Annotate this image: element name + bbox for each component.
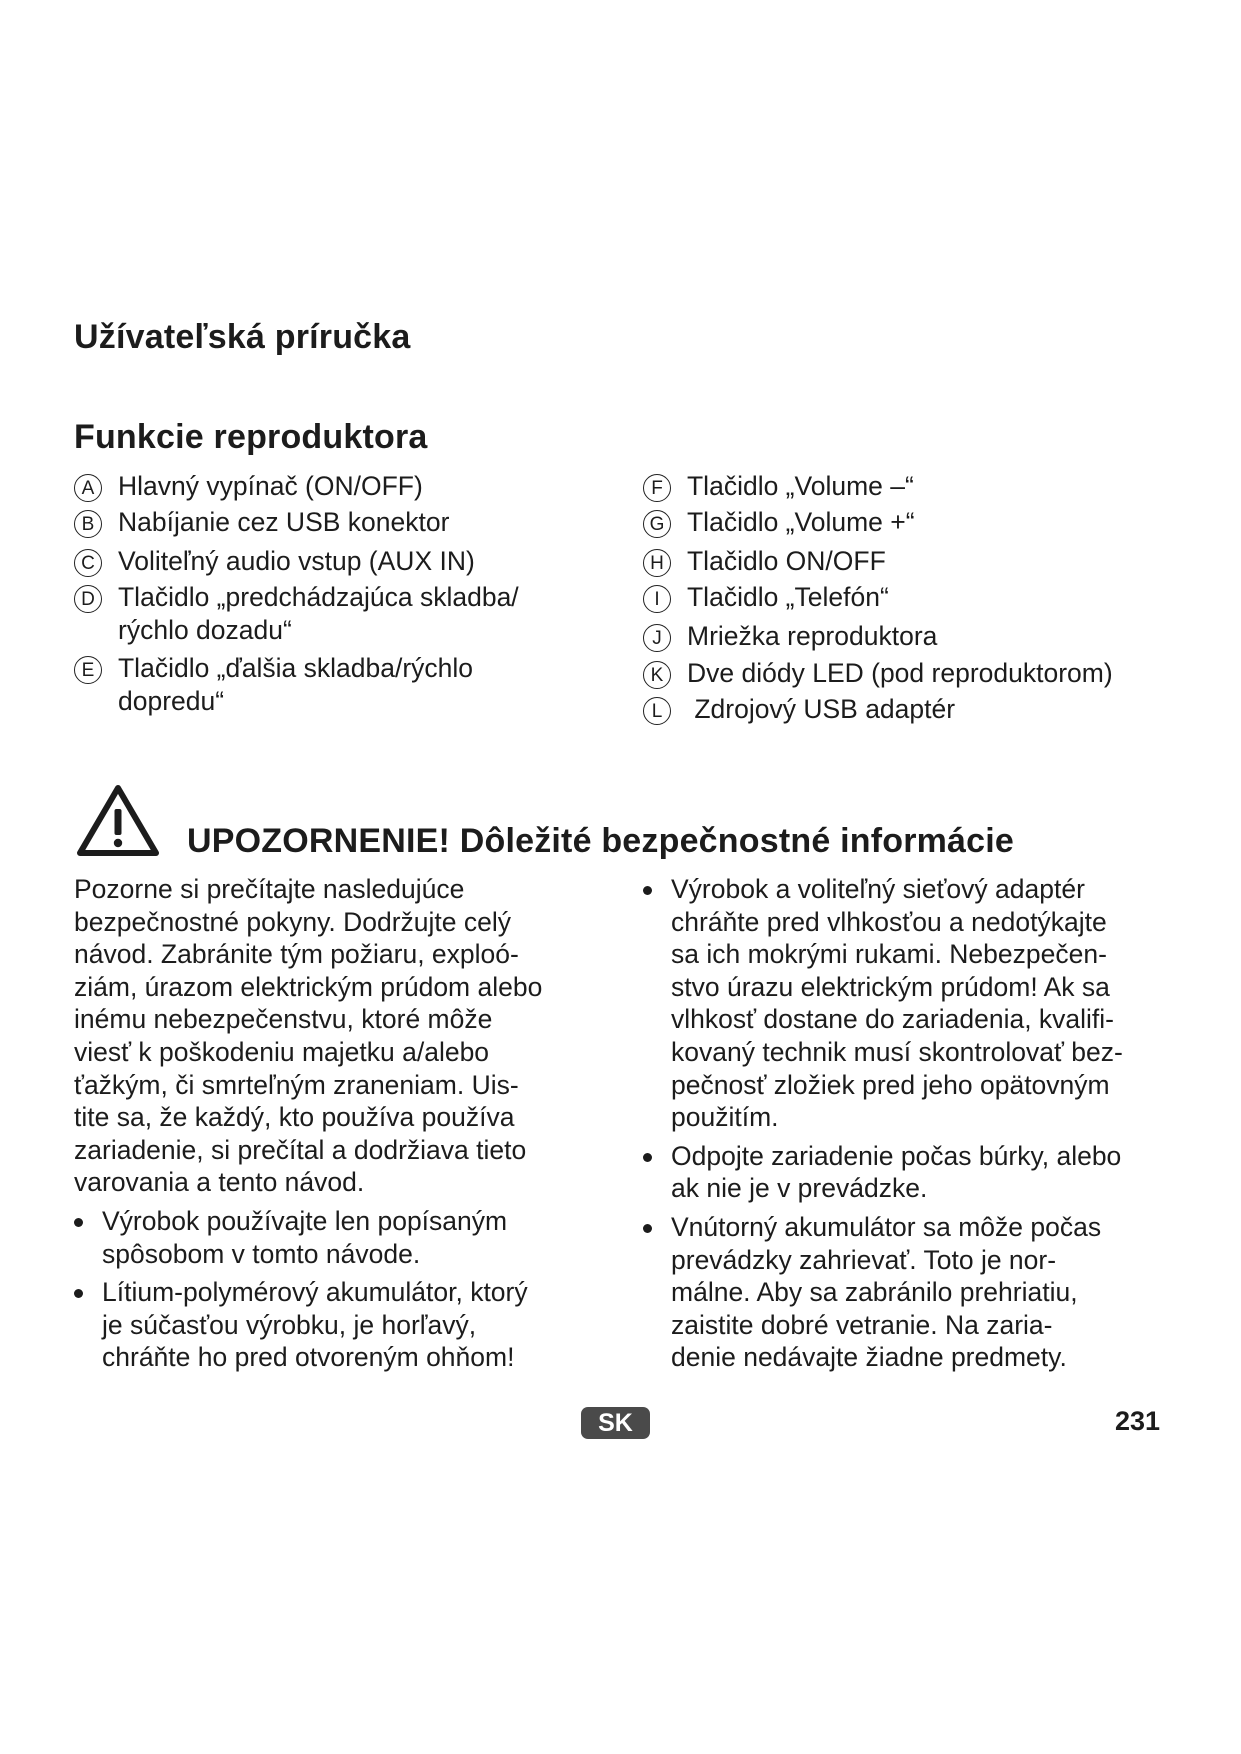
- text-line: Lítium-polymérový akumulátor, ktorý: [102, 1277, 528, 1308]
- label-circle-icon: K: [643, 661, 671, 689]
- warning-title: UPOZORNENIE! Dôležité bezpečnostné informácie: [187, 822, 1015, 860]
- feature-item: [643, 470, 914, 503]
- feature-item: [74, 652, 473, 718]
- text-line: Výrobok a voliteľný sieťový adaptér: [671, 874, 1085, 904]
- text-line: denie nedávajte žiadne predmety.: [671, 1342, 1067, 1373]
- bullet-icon: [643, 886, 652, 895]
- page-header-title: Užívateľská príručka: [74, 318, 411, 356]
- feature-text: rýchlo dozadu“: [118, 615, 292, 645]
- bullet-item: [643, 873, 1183, 1134]
- label-circle-icon: I: [643, 585, 671, 613]
- text-line: Výrobok používajte len popísaným: [102, 1205, 508, 1236]
- text-line: pečnosť zložiek pred jeho opätovným: [671, 1069, 1110, 1100]
- bullet-icon: [643, 1153, 652, 1162]
- text-line: chráňte pred vlhkosťou a nedotýkajte: [671, 906, 1107, 937]
- feature-item: [643, 545, 886, 578]
- warning-left-column: [74, 873, 594, 1374]
- bullet-icon: [74, 1218, 83, 1227]
- page-number: 231: [1115, 1406, 1161, 1436]
- feature-item: [643, 657, 1113, 690]
- warning-intro-paragraph: [74, 873, 594, 1199]
- bullet-item: [643, 1211, 1183, 1374]
- text-line: sa ich mokrými rukami. Nebezpečen-: [671, 939, 1107, 970]
- feature-item: [74, 470, 423, 503]
- language-badge: SK: [581, 1407, 650, 1439]
- bullet-item: [74, 1276, 594, 1374]
- feature-item: [74, 506, 449, 539]
- feature-text: Zdrojový USB adaptér: [687, 694, 956, 724]
- feature-text: dopredu“: [118, 686, 225, 716]
- feature-text: Hlavný vypínač (ON/OFF): [118, 471, 423, 501]
- text-line: zaistite dobré vetranie. Na zaria-: [671, 1309, 1053, 1340]
- text-line: tite sa, že každý, kto používa používa: [74, 1102, 515, 1133]
- text-line: Odpojte zariadenie počas búrky, alebo: [671, 1140, 1122, 1171]
- label-circle-icon: F: [643, 474, 671, 502]
- bullet-item: [74, 1205, 594, 1270]
- text-line: kovaný technik musí skontrolovať bez-: [671, 1036, 1123, 1067]
- label-circle-icon: L: [643, 697, 671, 725]
- feature-text: Voliteľný audio vstup (AUX IN): [118, 546, 475, 576]
- feature-item: [74, 581, 519, 647]
- text-line: vlhkosť dostane do zariadenia, kvalifi-: [671, 1004, 1115, 1035]
- feature-text: Dve diódy LED (pod reproduktorom): [687, 658, 1113, 688]
- text-line: chráňte ho pred otvoreným ohňom!: [102, 1342, 515, 1373]
- feature-text: Tlačidlo „predchádzajúca skladba/: [118, 582, 519, 612]
- feature-item: [643, 506, 915, 539]
- text-line: stvo úrazu elektrickým prúdom! Ak sa: [671, 971, 1110, 1002]
- text-line: návod. Zabránite tým požiaru, exploó-: [74, 939, 519, 970]
- text-line: spôsobom v tomto návode.: [102, 1238, 421, 1269]
- warning-triangle-icon: [76, 783, 160, 857]
- text-line: varovania a tento návod.: [74, 1167, 365, 1198]
- feature-text: Tlačidlo „Telefón“: [687, 582, 889, 612]
- text-line: Vnútorný akumulátor sa môže počas: [671, 1211, 1102, 1242]
- feature-text: Mriežka reproduktora: [687, 621, 938, 651]
- label-circle-icon: C: [74, 549, 102, 577]
- feature-text: Tlačidlo „ďalšia skladba/rýchlo: [118, 653, 474, 683]
- text-line: bezpečnostné pokyny. Dodržujte celý: [74, 906, 512, 937]
- text-line: Pozorne si prečítajte nasledujúce: [74, 874, 465, 904]
- feature-item: [74, 545, 475, 578]
- feature-text: Tlačidlo „Volume –“: [687, 471, 914, 501]
- label-circle-icon: B: [74, 510, 102, 538]
- feature-text: Nabíjanie cez USB konektor: [118, 507, 450, 537]
- label-circle-icon: A: [74, 474, 102, 502]
- label-circle-icon: E: [74, 656, 102, 684]
- feature-text: Tlačidlo „Volume +“: [687, 507, 915, 537]
- text-line: je súčasťou výrobku, je horľavý,: [102, 1309, 477, 1340]
- feature-item: [643, 693, 955, 726]
- text-line: zariadenie, si prečítal a dodržiava tieto: [74, 1134, 527, 1165]
- text-line: viesť k poškodeniu majetku a/alebo: [74, 1036, 490, 1067]
- warning-right-column: [643, 867, 1183, 1374]
- feature-item: [643, 581, 889, 614]
- text-line: prevádzky zahrievať. Toto je nor-: [671, 1244, 1057, 1275]
- text-line: inému nebezpečenstvu, ktoré môže: [74, 1004, 493, 1035]
- label-circle-icon: J: [643, 624, 671, 652]
- text-line: ťažkým, či smrteľným zraneniam. Uis-: [74, 1069, 519, 1100]
- bullet-icon: [643, 1224, 652, 1233]
- feature-text: Tlačidlo ON/OFF: [687, 546, 886, 576]
- feature-item: [643, 620, 937, 653]
- bullet-item: [643, 1140, 1183, 1205]
- label-circle-icon: G: [643, 510, 671, 538]
- label-circle-icon: H: [643, 549, 671, 577]
- bullet-icon: [74, 1289, 83, 1298]
- text-line: ziám, úrazom elektrickým prúdom alebo: [74, 971, 543, 1002]
- text-line: použitím.: [671, 1102, 779, 1133]
- features-title: Funkcie reproduktora: [74, 418, 428, 456]
- text-line: ak nie je v prevádzke.: [671, 1173, 928, 1204]
- label-circle-icon: D: [74, 585, 102, 613]
- text-line: málne. Aby sa zabránilo prehriatiu,: [671, 1277, 1078, 1308]
